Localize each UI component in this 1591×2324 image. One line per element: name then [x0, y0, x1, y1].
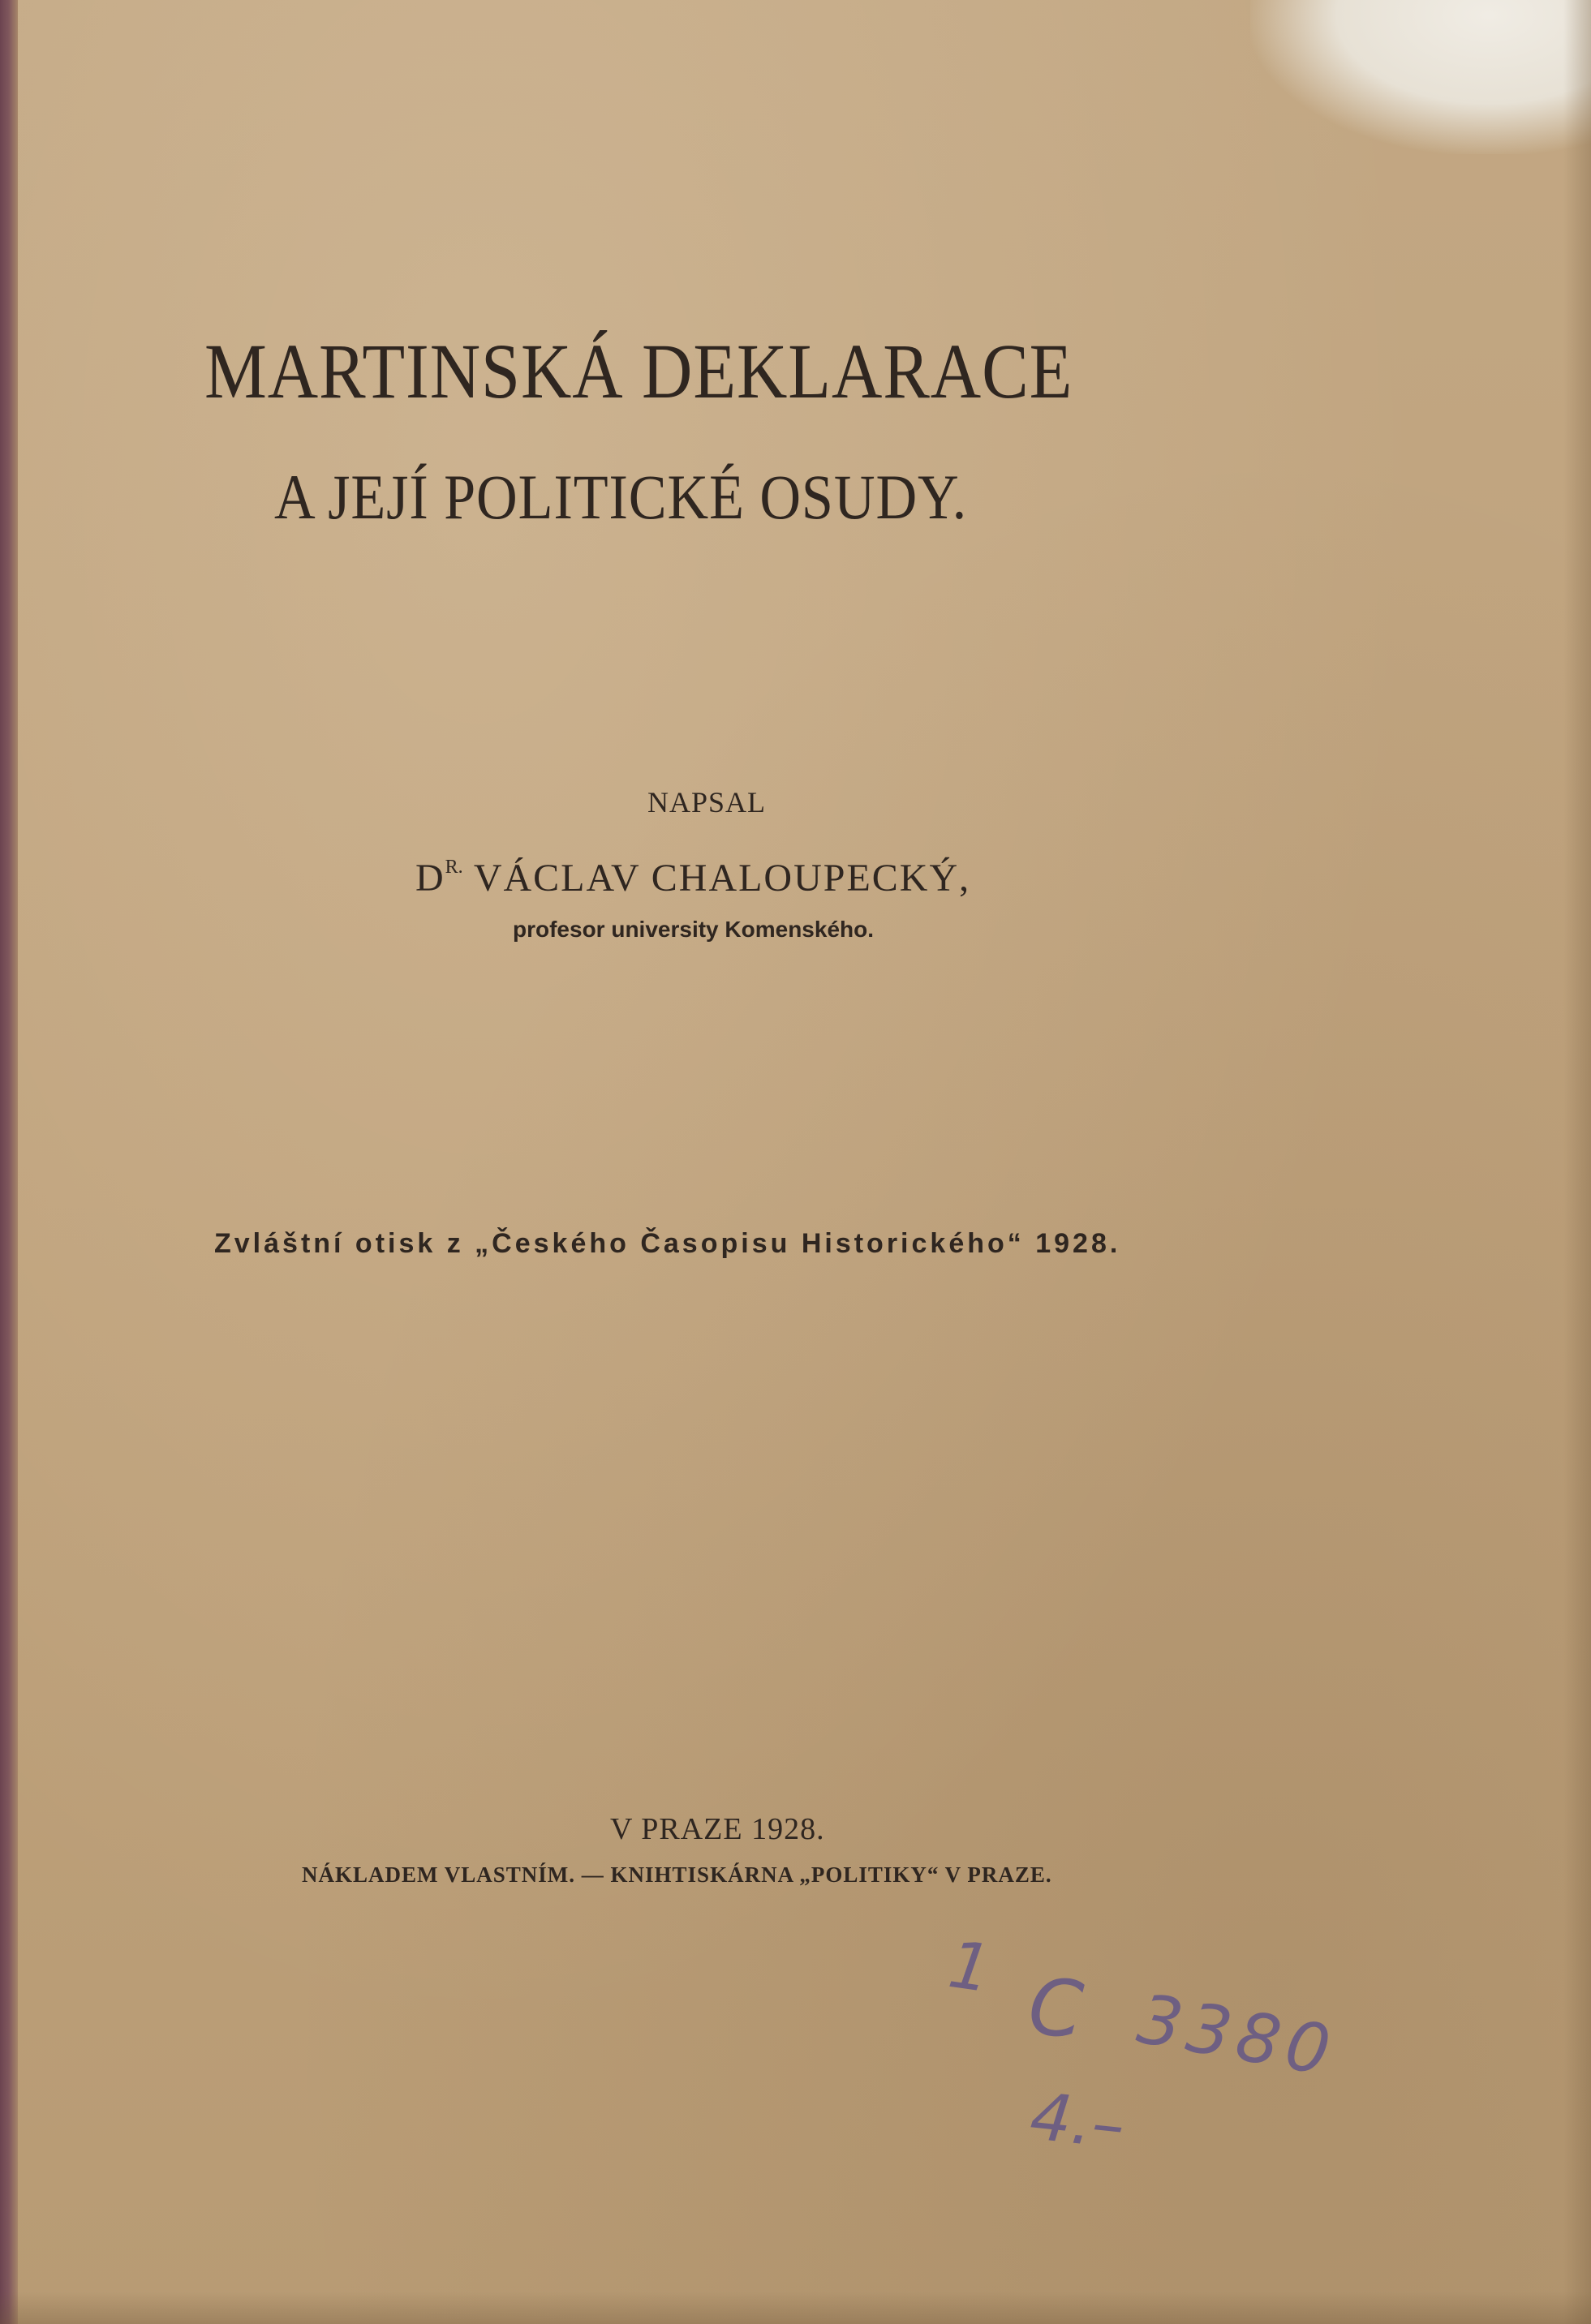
- author-prefix: D: [415, 857, 445, 900]
- handwritten-shelf-mark-number: 3380: [1132, 1978, 1343, 2092]
- author-prefix-sup: R.: [445, 857, 463, 878]
- right-page-edge: [1563, 0, 1591, 2324]
- author-name: VÁCLAV CHALOUPECKÝ,: [473, 857, 971, 900]
- offprint-note: Zvláštní otisk z „Českého Časopisu Historického“ 1928.: [214, 1228, 1121, 1259]
- spine-edge: [0, 0, 18, 2324]
- title-line-1: MARTINSKÁ DEKLARACE: [204, 328, 1073, 415]
- title-line-2: A JEJÍ POLITICKÉ OSUDY.: [274, 462, 968, 532]
- bottom-page-edge: [0, 2292, 1591, 2324]
- imprint-publisher: NÁKLADEM VLASTNÍM. — KNIHTISKÁRNA „POLITIKY“ V PRAZE.: [302, 1862, 1052, 1887]
- byline-label: NAPSAL: [647, 786, 767, 818]
- imprint-place-year: V PRAZE 1928.: [610, 1812, 825, 1846]
- handwritten-price: 4.–: [1026, 2078, 1129, 2163]
- author-affiliation: profesor university Komenského.: [513, 917, 875, 942]
- author-line: [415, 856, 970, 900]
- torn-corner: [1250, 0, 1591, 154]
- handwritten-shelf-mark-c: C: [1026, 1961, 1086, 2056]
- handwritten-shelf-mark-1: 1: [944, 1926, 996, 2008]
